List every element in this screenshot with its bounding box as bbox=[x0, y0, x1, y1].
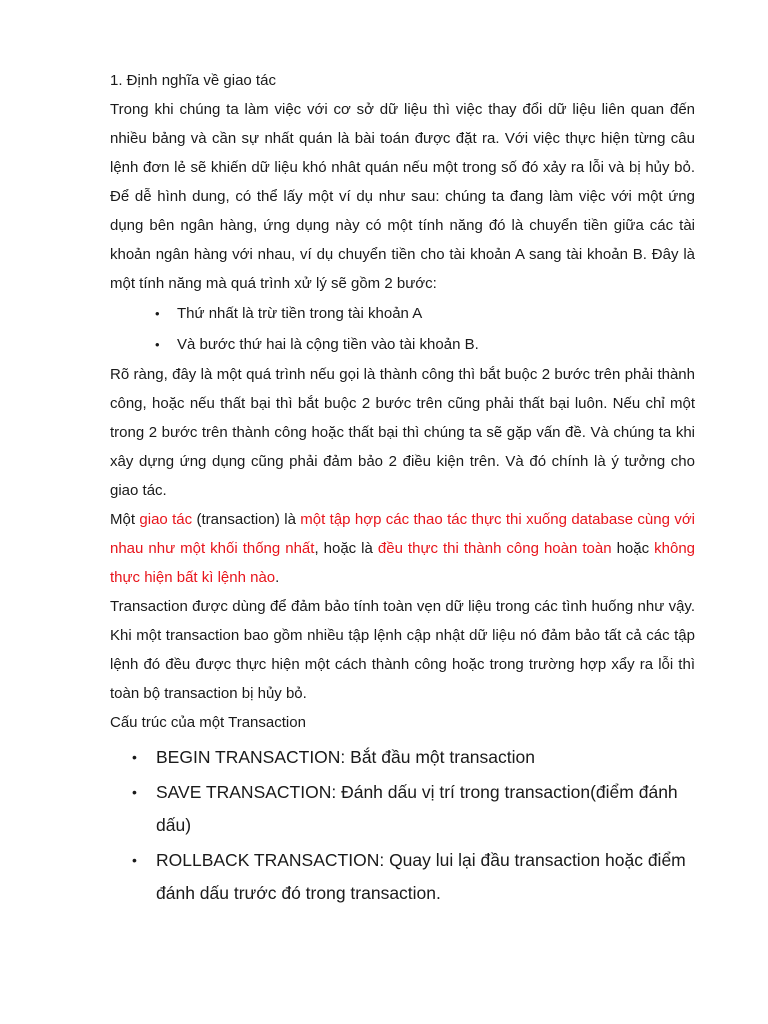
structure-item-text: SAVE TRANSACTION: Đánh dấu vị trí trong transaction(điểm đánh dấu) bbox=[156, 782, 678, 835]
structure-list bbox=[110, 741, 695, 910]
intro-paragraph: Trong khi chúng ta làm việc với cơ sở dữ liệu thì việc thay đổi dữ liệu liên quan đến nhiều bảng và cần sự nhất quán là bài toán được đặt ra. Với việc thực hiện từng câu lệnh đơn lẻ sẽ khiến dữ liệu khó nhât quán nếu một trong số đó xảy ra lỗi và bị hủy bỏ. Để dễ hình dung, có thể lấy một ví dụ như sau: chúng ta đang làm việc với một ứng dụng bên ngân hàng, ứng dụng này có một tính năng đó là chuyển tiền giữa các tài khoản ngân hàng với nhau, ví dụ chuyển tiền cho tài khoản A sang tài khoản B. Đây là một tính năng mà quá trình xử lý sẽ gồm 2 bước: bbox=[110, 101, 695, 292]
structure-item-text: BEGIN TRANSACTION: Bắt đầu một transaction bbox=[156, 747, 535, 767]
definition-text: Một bbox=[110, 511, 140, 528]
bullet-icon: • bbox=[132, 852, 137, 868]
usage-paragraph: Transaction được dùng để đảm bảo tính toàn vẹn dữ liệu trong các tình huống như vậy. Khi một transaction bao gồm nhiều tập lệnh cập nhật dữ liệu nó đảm bảo tất cả các tập lệnh đó đều được thực hiện một cách thành công hoặc trong trường hợp xẩy ra lỗi thì toàn bộ transaction bị hủy bỏ. bbox=[110, 598, 695, 702]
step-text: Thứ nhất là trừ tiền trong tài khoản A bbox=[177, 305, 423, 322]
section-title: 1. Định nghĩa về giao tác bbox=[110, 72, 276, 89]
definition-highlight: giao tác bbox=[139, 511, 193, 528]
list-item bbox=[110, 329, 695, 360]
definition-text: hoặc bbox=[611, 540, 655, 557]
bullet-icon: • bbox=[155, 306, 160, 321]
definition-text: . bbox=[275, 569, 280, 586]
definition-text: (transaction) là bbox=[192, 511, 301, 528]
definition-text: , hoặc là bbox=[314, 540, 378, 557]
list-item bbox=[110, 776, 695, 842]
step-text: Và bước thứ hai là cộng tiền vào tài khoản B. bbox=[177, 336, 479, 353]
definition-highlight: đều thực thi thành công hoàn toàn bbox=[377, 540, 612, 557]
definition-highlight: không thực hiện bất kì lệnh nào bbox=[110, 540, 696, 586]
bullet-icon: • bbox=[155, 337, 160, 352]
structure-item-text: ROLLBACK TRANSACTION: Quay lui lại đầu transaction hoặc điểm đánh dấu trước đó trong transaction. bbox=[156, 850, 686, 903]
list-item bbox=[110, 741, 695, 774]
structure-title: Cấu trúc của một Transaction bbox=[110, 714, 306, 731]
definition-paragraph bbox=[110, 505, 695, 592]
list-item bbox=[110, 298, 695, 329]
definition-highlight: một tập hợp các thao tác thực thi xuống database cùng với nhau như một khối thống nhất bbox=[110, 511, 695, 557]
steps-list bbox=[110, 298, 695, 360]
bullet-icon: • bbox=[132, 784, 137, 800]
bullet-icon: • bbox=[132, 749, 137, 765]
document-page bbox=[110, 66, 695, 912]
clarity-paragraph: Rõ ràng, đây là một quá trình nếu gọi là thành công thì bắt buộc 2 bước trên phải thành công, hoặc nếu thất bại thì bắt buộc 2 bước trên cũng phải thất bại luôn. Nếu chỉ một trong 2 bước trên thành công hoặc thất bại thì chúng ta sẽ gặp vấn đề. Và chúng ta khi xây dựng ứng dụng cũng phải đảm bảo 2 điều kiện trên. Và đó chính là ý tưởng cho giao tác. bbox=[110, 366, 695, 499]
list-item bbox=[110, 844, 695, 910]
